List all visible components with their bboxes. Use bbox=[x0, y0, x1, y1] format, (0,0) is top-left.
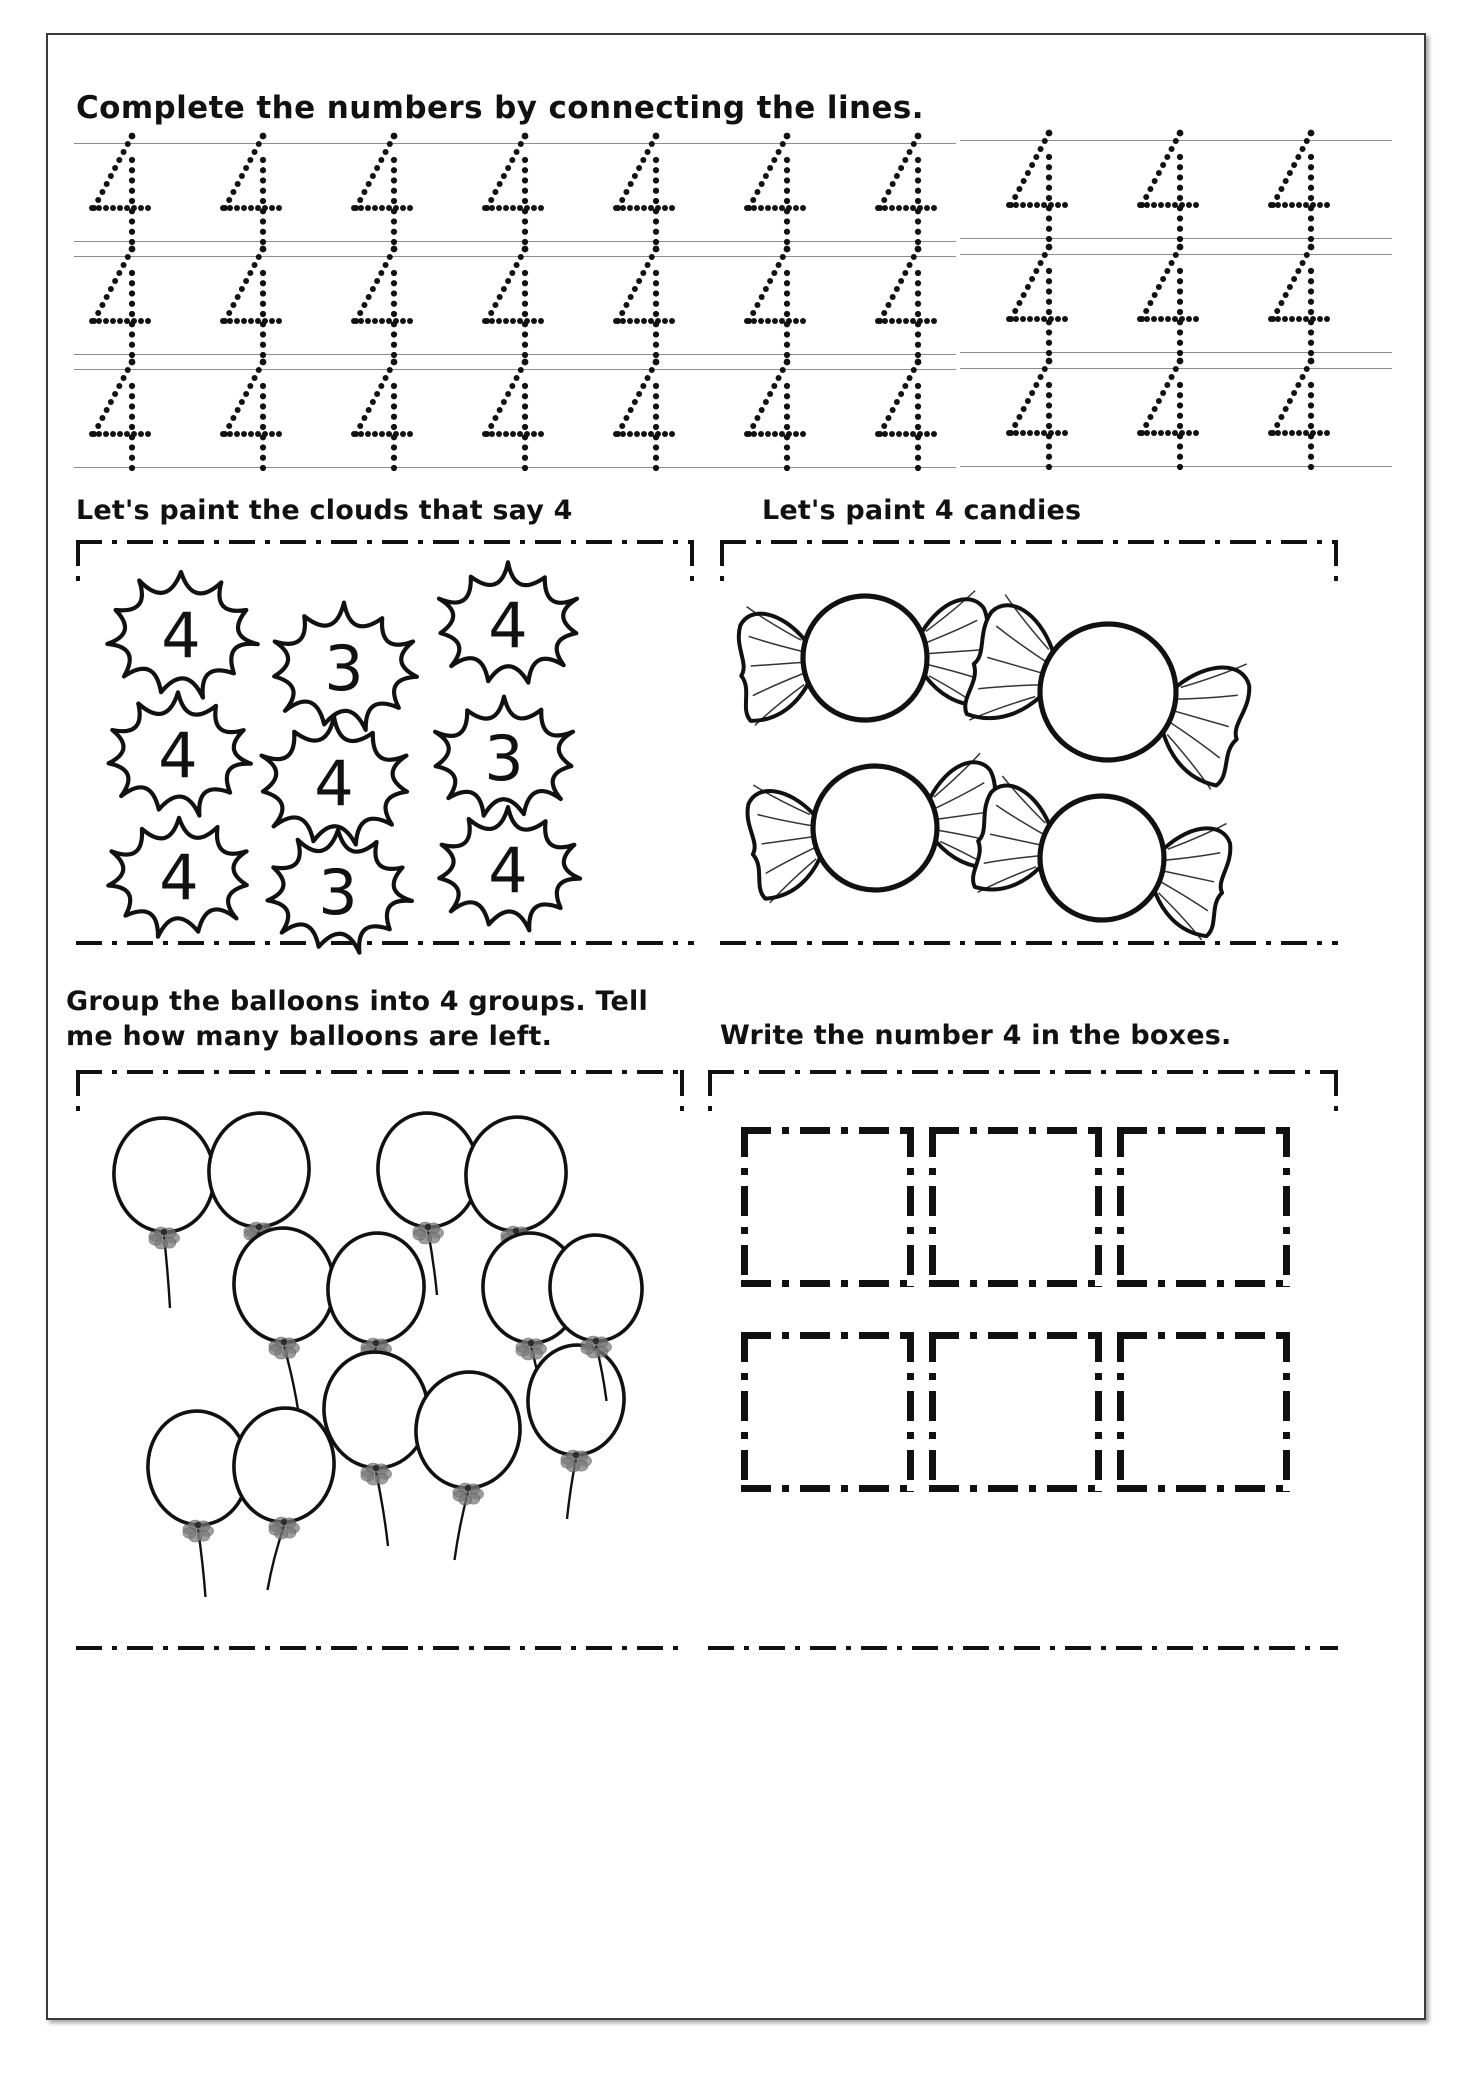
write-box[interactable] bbox=[741, 1332, 914, 1492]
traceable-number-4[interactable] bbox=[612, 247, 678, 365]
candy-item[interactable] bbox=[743, 749, 1007, 906]
write-box-border-segment bbox=[929, 1127, 1102, 1134]
cloud-item[interactable] bbox=[439, 562, 577, 682]
balloon-item[interactable] bbox=[142, 1406, 253, 1597]
clouds-panel bbox=[76, 540, 694, 945]
traceable-number-4[interactable] bbox=[1005, 245, 1071, 363]
candy-item[interactable] bbox=[736, 587, 993, 728]
cloud-number: 4 bbox=[158, 719, 198, 792]
balloon-body bbox=[230, 1225, 338, 1346]
candies-art-layer bbox=[720, 540, 1338, 945]
cloud-item[interactable] bbox=[109, 692, 251, 815]
balloon-body bbox=[524, 1342, 627, 1458]
traceable-number-4[interactable] bbox=[350, 134, 416, 252]
clouds-art-layer bbox=[76, 540, 694, 945]
write-box-border-segment bbox=[907, 1127, 914, 1287]
panel-border-segment bbox=[708, 1070, 1338, 1074]
traceable-number-4[interactable] bbox=[88, 360, 154, 478]
write-box-border-segment bbox=[1117, 1485, 1290, 1492]
balloon-body bbox=[323, 1229, 428, 1347]
write-box-border-segment bbox=[1095, 1127, 1102, 1287]
write-box-border-segment bbox=[741, 1332, 748, 1492]
write-box-border-segment bbox=[1283, 1332, 1290, 1492]
tracing-row bbox=[74, 256, 1392, 356]
write-box-border-segment bbox=[741, 1332, 914, 1339]
traceable-number-4[interactable] bbox=[874, 360, 940, 478]
traceable-number-4[interactable] bbox=[612, 134, 678, 252]
candy-item[interactable] bbox=[967, 771, 1237, 944]
traceable-number-4[interactable] bbox=[219, 360, 285, 478]
cloud-number: 3 bbox=[324, 632, 364, 705]
cloud-item[interactable] bbox=[435, 697, 573, 816]
cloud-number: 4 bbox=[488, 589, 528, 662]
write-box-border-segment bbox=[1283, 1127, 1290, 1287]
cloud-item[interactable] bbox=[274, 603, 417, 730]
traceable-number-4[interactable] bbox=[1267, 359, 1333, 477]
write-box[interactable] bbox=[1117, 1127, 1290, 1287]
traceable-number-4[interactable] bbox=[743, 134, 809, 252]
traceable-number-4[interactable] bbox=[1005, 131, 1071, 249]
balloon-item[interactable] bbox=[229, 1404, 339, 1590]
tracing-row bbox=[74, 369, 1392, 469]
balloons-panel bbox=[76, 1070, 684, 1650]
write-box-border-segment bbox=[1095, 1332, 1102, 1492]
write-box-border-segment bbox=[1117, 1332, 1124, 1492]
clouds-caption: Let's paint the clouds that say 4 bbox=[76, 495, 573, 526]
cloud-number: 3 bbox=[318, 856, 358, 929]
cloud-item[interactable] bbox=[108, 818, 247, 937]
traceable-number-4[interactable] bbox=[612, 360, 678, 478]
candy-body bbox=[805, 758, 945, 898]
write-box-border-segment bbox=[1117, 1332, 1290, 1339]
balloons-caption-line1: Group the balloons into 4 groups. Tell bbox=[66, 986, 648, 1017]
traceable-number-4[interactable] bbox=[481, 360, 547, 478]
write-box-border-segment bbox=[1117, 1127, 1124, 1287]
write-box[interactable] bbox=[1117, 1332, 1290, 1492]
balloon-body bbox=[203, 1108, 314, 1232]
cloud-number: 4 bbox=[488, 834, 528, 907]
traceable-number-4[interactable] bbox=[481, 247, 547, 365]
balloon-body bbox=[319, 1348, 433, 1473]
traceable-number-4[interactable] bbox=[350, 247, 416, 365]
clouds-artwork bbox=[76, 540, 694, 945]
write-box-border-segment bbox=[741, 1280, 914, 1287]
traceable-number-4[interactable] bbox=[88, 134, 154, 252]
traceable-number-4[interactable] bbox=[874, 247, 940, 365]
write-box-border-segment bbox=[929, 1485, 1102, 1492]
worksheet-page bbox=[46, 33, 1426, 2020]
cloud-number: 4 bbox=[159, 841, 199, 914]
balloons-art-layer bbox=[76, 1070, 684, 1650]
balloons-caption bbox=[66, 985, 666, 1054]
balloon-body bbox=[411, 1368, 525, 1493]
candy-wrapper bbox=[737, 611, 810, 722]
candy-item[interactable] bbox=[958, 589, 1258, 795]
write-box-border-segment bbox=[907, 1332, 914, 1492]
balloon-body bbox=[460, 1112, 571, 1236]
candy-body bbox=[1028, 784, 1175, 931]
write-box-border-segment bbox=[929, 1280, 1102, 1287]
traceable-number-4[interactable] bbox=[88, 247, 154, 365]
boxes-caption: Write the number 4 in the boxes. bbox=[720, 1020, 1232, 1051]
candies-caption: Let's paint 4 candies bbox=[762, 495, 1082, 526]
traceable-number-4[interactable] bbox=[481, 134, 547, 252]
write-box[interactable] bbox=[929, 1127, 1102, 1287]
write-box-border-segment bbox=[929, 1127, 936, 1287]
cloud-number: 4 bbox=[161, 599, 201, 672]
boxes-panel bbox=[708, 1070, 1338, 1650]
write-box-border-segment bbox=[929, 1332, 936, 1492]
traceable-number-4[interactable] bbox=[1136, 359, 1202, 477]
write-box-border-segment bbox=[929, 1332, 1102, 1339]
cloud-number: 3 bbox=[484, 722, 524, 795]
write-box-border-segment bbox=[1117, 1280, 1290, 1287]
cloud-item[interactable] bbox=[107, 572, 257, 698]
traceable-number-4[interactable] bbox=[1136, 245, 1202, 363]
traceable-number-4[interactable] bbox=[1005, 359, 1071, 477]
candies-panel bbox=[720, 540, 1338, 945]
balloons-caption-line2: me how many balloons are left. bbox=[66, 1020, 553, 1052]
panel-border-segment bbox=[1334, 1070, 1338, 1650]
balloons-artwork bbox=[76, 1070, 684, 1650]
write-box-border-segment bbox=[741, 1485, 914, 1492]
balloon-item[interactable] bbox=[319, 1348, 433, 1546]
traceable-number-4[interactable] bbox=[874, 134, 940, 252]
traceable-number-4[interactable] bbox=[1136, 131, 1202, 249]
balloon-body bbox=[108, 1113, 219, 1237]
traceable-number-4[interactable] bbox=[1267, 131, 1333, 249]
traceable-number-4[interactable] bbox=[219, 134, 285, 252]
balloon-item[interactable] bbox=[230, 1225, 338, 1416]
write-box-border-segment bbox=[1117, 1127, 1290, 1134]
balloon-item[interactable] bbox=[524, 1342, 627, 1519]
candies-artwork bbox=[720, 540, 1338, 945]
tracing-exercise bbox=[74, 143, 1392, 468]
page-title: Complete the numbers by connecting the lines. bbox=[76, 90, 924, 126]
cloud-item[interactable] bbox=[262, 717, 408, 845]
balloon-item[interactable] bbox=[411, 1368, 525, 1560]
traceable-number-4[interactable] bbox=[350, 360, 416, 478]
write-box-border-segment bbox=[741, 1127, 914, 1134]
traceable-number-4[interactable] bbox=[1267, 245, 1333, 363]
candy-body bbox=[799, 592, 931, 724]
cloud-item[interactable] bbox=[439, 807, 580, 930]
balloon-body bbox=[229, 1404, 339, 1526]
write-box-border-segment bbox=[741, 1127, 748, 1287]
traceable-number-4[interactable] bbox=[219, 247, 285, 365]
candy-body bbox=[1024, 608, 1192, 776]
cloud-item[interactable] bbox=[268, 830, 412, 953]
balloon-item[interactable] bbox=[108, 1113, 219, 1308]
write-box[interactable] bbox=[929, 1332, 1102, 1492]
write-box[interactable] bbox=[741, 1127, 914, 1287]
traceable-number-4[interactable] bbox=[743, 247, 809, 365]
tracing-row bbox=[74, 143, 1392, 243]
cloud-number: 4 bbox=[314, 747, 354, 820]
panel-border-segment bbox=[708, 1070, 712, 1650]
traceable-number-4[interactable] bbox=[743, 360, 809, 478]
panel-border-segment bbox=[708, 1646, 1338, 1650]
